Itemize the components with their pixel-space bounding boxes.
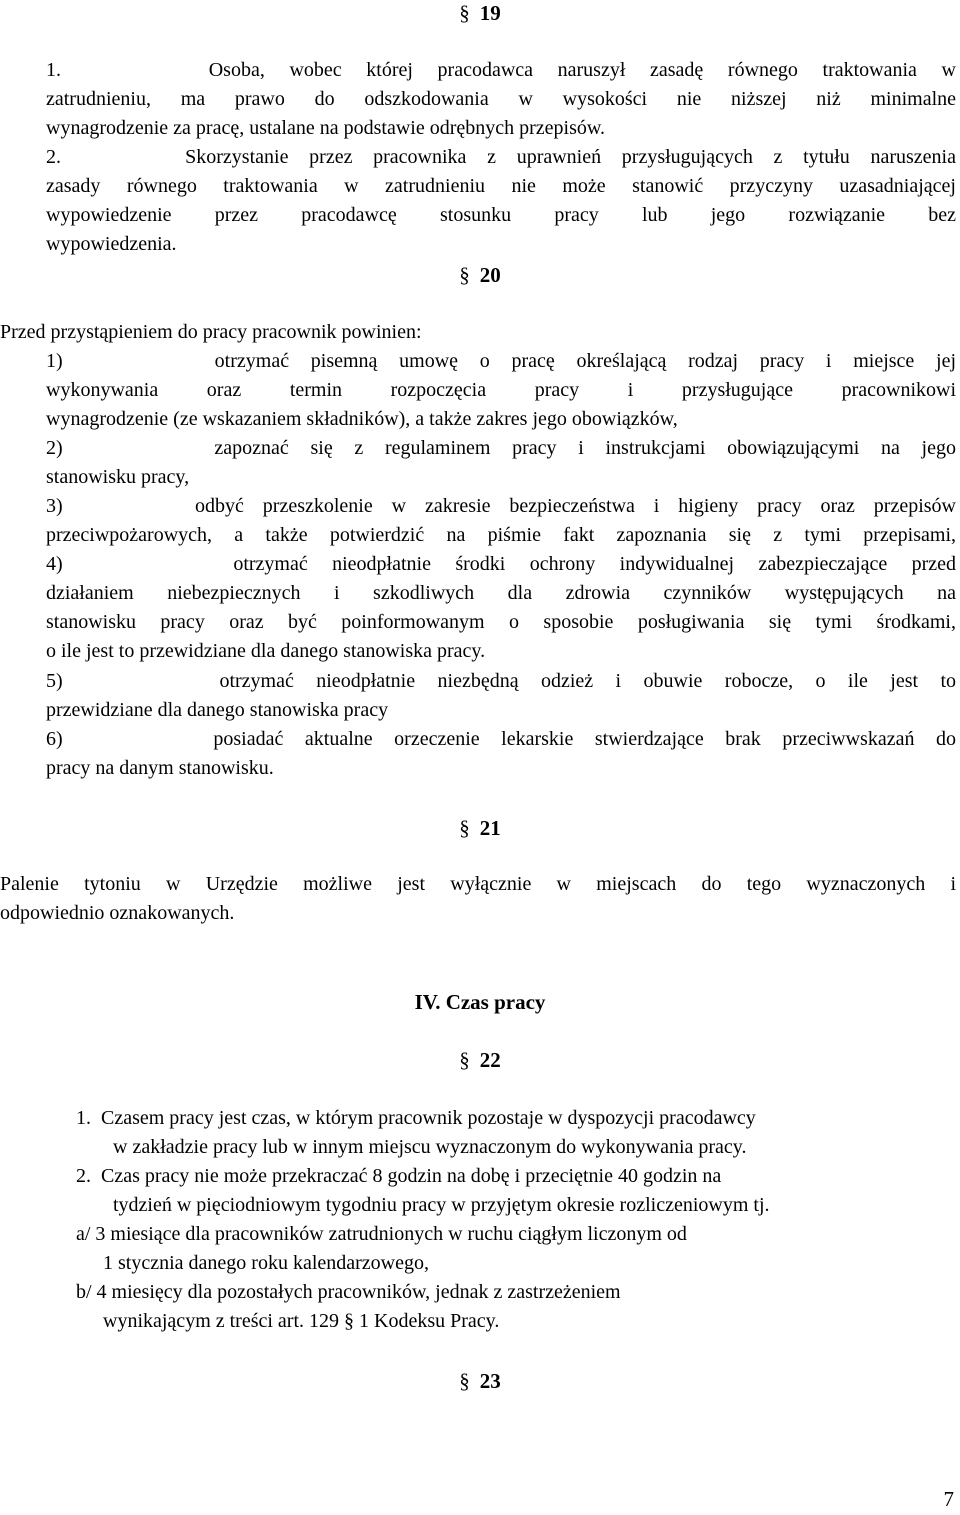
p22-line-1: 1. Czasem pracy jest czas, w którym pracownik pozostaje w dyspozycji pracodawcy: [76, 1107, 756, 1129]
p22-line-3: 2. Czas pracy nie może przekraczać 8 godzin na dobę i przeciętnie 40 godzin na: [76, 1165, 722, 1187]
section-22-heading: [0, 1048, 960, 1072]
p19-line-4: 2. Skorzystanie przez pracownika z uprawnień przysługujących z tytułu naruszenia: [46, 146, 956, 168]
chapter-heading: IV. Czas pracy: [414, 990, 546, 1014]
p20-line-8: 4) otrzymać nieodpłatnie środki ochrony indywidualnej zabezpieczające przed: [46, 553, 956, 575]
p20-line-6: 3) odbyć przeszkolenie w zakresie bezpieczeństwa i higieny pracy oraz przepisów: [46, 495, 956, 517]
p19-line-1: 1. Osoba, wobec której pracodawca naruszył zasadę równego traktowania w: [46, 59, 956, 81]
p20-line-9: działaniem niebezpiecznych i szkodliwych dla zdrowia czynników występujących na: [46, 582, 956, 604]
p20-line-14: 6) posiadać aktualne orzeczenie lekarskie stwierdzające brak przeciwwskazań do: [46, 728, 956, 750]
p20-line-1: 1) otrzymać pisemną umowę o pracę określającą rodzaj pracy i miejsce jej: [46, 350, 956, 372]
p20-line-15: pracy na danym stanowisku.: [46, 757, 274, 779]
p20-line-7: przeciwpożarowych, a także potwierdzić na piśmie fakt zapoznania się z tymi przepisami,: [46, 524, 956, 546]
section-number: 20: [479, 263, 501, 287]
page-number: 7: [943, 1487, 954, 1511]
p22-line-6: 1 stycznia danego roku kalendarzowego,: [103, 1252, 429, 1274]
p20-line-4: 2) zapoznać się z regulaminem pracy i instrukcjami obowiązującymi na jego: [46, 437, 956, 459]
section-symbol: §: [459, 1, 470, 25]
p19-line-3: wynagrodzenie za pracę, ustalane na podstawie odrębnych przepisów.: [46, 117, 606, 139]
p22-line-4: tydzień w pięciodniowym tygodniu pracy w przyjętym okresie rozliczeniowym tj.: [113, 1194, 770, 1216]
p20-line-5: stanowisku pracy,: [46, 466, 190, 488]
p20-line-13: przewidziane dla danego stanowiska pracy: [46, 699, 389, 721]
section-symbol: §: [459, 1369, 470, 1393]
p21-line-2: odpowiednio oznakowanych.: [0, 902, 235, 924]
p20-line-3: wynagrodzenie (ze wskazaniem składników), a także zakres jego obowiązków,: [46, 408, 678, 430]
section-symbol: §: [459, 263, 470, 287]
p22-line-2: w zakładzie pracy lub w innym miejscu wyznaczonym do wykonywania pracy.: [113, 1136, 747, 1158]
p20-line-2: wykonywania oraz termin rozpoczęcia pracy i przysługujące pracownikowi: [46, 379, 956, 401]
p19-line-7: wypowiedzenia.: [46, 233, 177, 255]
section-23-heading: [0, 1369, 960, 1393]
section-symbol: §: [459, 816, 470, 840]
section-20-heading: [0, 263, 960, 287]
p21-line-1: Palenie tytoniu w Urzędzie możliwe jest wyłącznie w miejscach do tego wyznaczonych i: [0, 873, 956, 895]
p20-line-11: o ile jest to przewidziane dla danego stanowiska pracy.: [46, 640, 486, 662]
section-number: 23: [479, 1369, 501, 1393]
section-19-heading: [0, 1, 960, 25]
section-number: 19: [479, 1, 501, 25]
p20-intro: Przed przystąpieniem do pracy pracownik powinien:: [0, 321, 422, 343]
section-symbol: §: [459, 1048, 470, 1072]
p20-line-10: stanowisku pracy oraz być poinformowanym o sposobie posługiwania się tymi środkami,: [46, 611, 956, 633]
p19-line-2: zatrudnieniu, ma prawo do odszkodowania w wysokości nie niższej niż minimalne: [46, 88, 956, 110]
p22-line-5: a/ 3 miesiące dla pracowników zatrudnionych w ruchu ciągłym liczonym od: [76, 1223, 687, 1245]
section-number: 21: [479, 816, 501, 840]
p19-line-6: wypowiedzenie przez pracodawcę stosunku pracy lub jego rozwiązanie bez: [46, 204, 956, 226]
p22-line-7: b/ 4 miesięcy dla pozostałych pracowników, jednak z zastrzeżeniem: [76, 1281, 621, 1303]
p20-line-12: 5) otrzymać nieodpłatnie niezbędną odzież i obuwie robocze, o ile jest to: [46, 670, 956, 692]
section-number: 22: [479, 1048, 501, 1072]
p22-line-8: wynikającym z treści art. 129 § 1 Kodeksu Pracy.: [103, 1310, 500, 1332]
section-21-heading: [0, 816, 960, 840]
p19-line-5: zasady równego traktowania w zatrudnieniu nie może stanowić przyczyny uzasadniającej: [46, 175, 956, 197]
